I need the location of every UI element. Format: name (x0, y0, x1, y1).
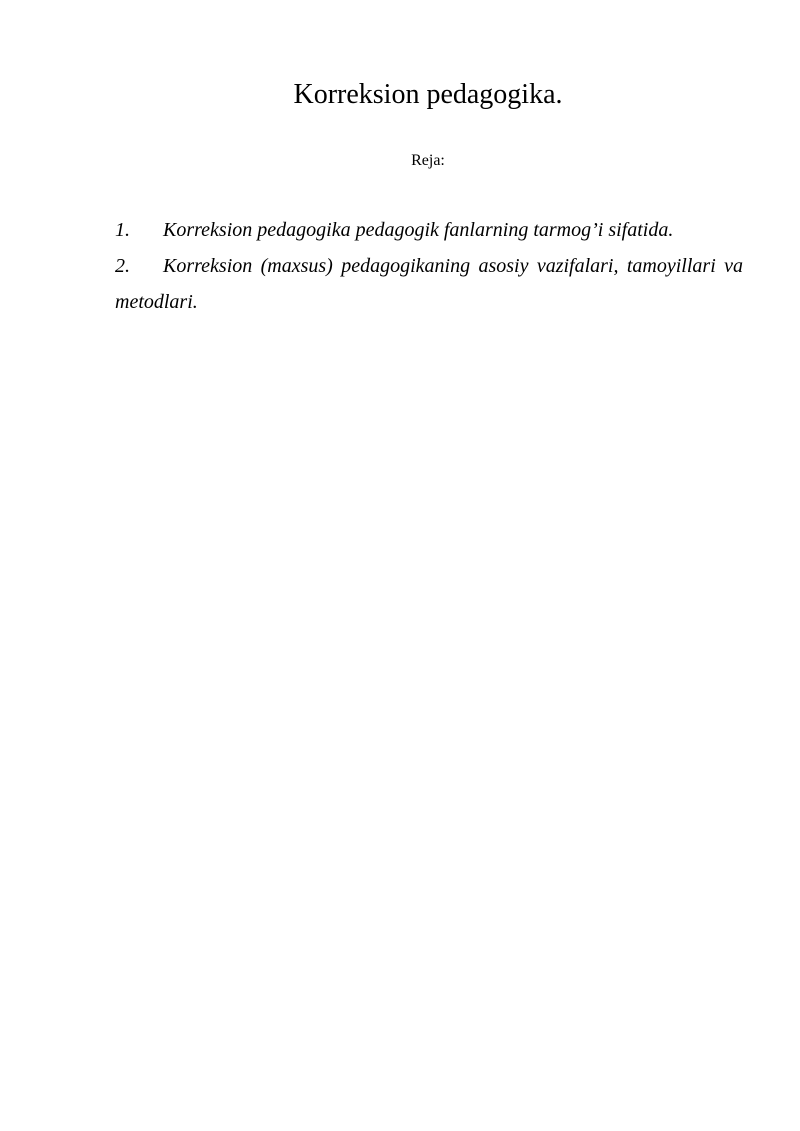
plan-item-text: Korreksion (maxsus) pedagogikaning asosiy vazifalari, tamoyillari va metodlari. (115, 255, 743, 313)
plan-item-2 (115, 248, 743, 320)
plan-heading: Reja: (411, 152, 445, 169)
document-title-text: Korreksion pedagogika. (293, 79, 563, 110)
document-title (115, 76, 741, 114)
plan-list (115, 212, 743, 320)
plan-item-number: 1. (115, 219, 130, 241)
plan-item-number: 2. (115, 255, 130, 277)
plan-item-text: Korreksion pedagogika pedagogik fanlarning tarmog’i sifatida. (163, 219, 674, 241)
plan-item-1 (115, 212, 743, 248)
